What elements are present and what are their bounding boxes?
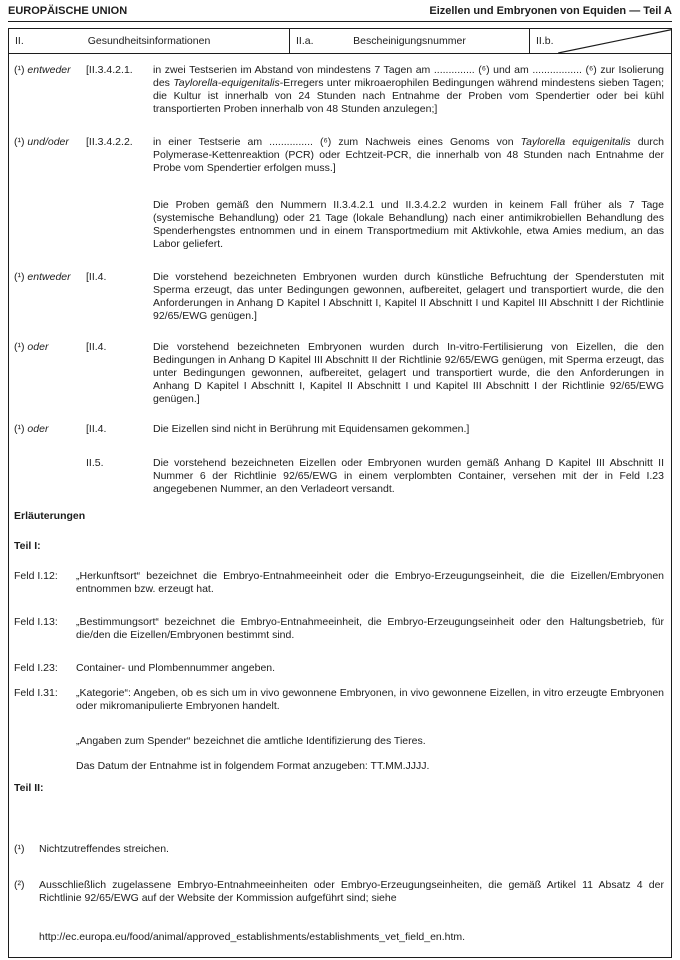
field-note-row — [14, 570, 664, 596]
field-text: „Herkunftsort“ bezeichnet die Embryo-Entnahmeeinheit oder die Embryo-Erzeugungseinheit, die die Eizellen/Embryonen entnommen bzw. erzeugt hat. — [76, 570, 664, 595]
date-format-note: Das Datum der Entnahme ist in folgendem Format anzugeben: TT.MM.JJJJ. — [76, 760, 430, 772]
alternative-word: und/oder — [27, 136, 69, 148]
field-text: Container- und Plombennummer angeben. — [76, 662, 276, 674]
field-label: Feld I.13: — [14, 616, 58, 628]
field-note-row — [14, 616, 664, 642]
commission-url: http://ec.europa.eu/food/animal/approved_establishments/establishments_vet_field_en.htm. — [39, 931, 466, 943]
cert-number-label: Bescheinigungsnummer — [353, 35, 466, 47]
footnote-ref: (¹) — [14, 136, 25, 148]
clause-ref: [II.4. — [86, 271, 107, 283]
alternative-word: entweder — [27, 64, 71, 76]
footnote-ref: (¹) — [14, 341, 25, 353]
clause-ref: [II.4. — [86, 423, 107, 435]
field-label: Feld I.23: — [14, 662, 58, 674]
diagonal-strike-icon — [530, 29, 671, 53]
field-note-row — [14, 662, 664, 675]
alternative-marker — [14, 136, 86, 175]
clause-text: in zwei Testserien im Abstand von mindestens 7 Tagen am .............. (⁶) und am ................. (⁶) zur Isolierung des Taylorella-equigenitalis-Erregers unter mikroaerophilen Bedingungen während mindestens sieben Tagen; die Kultur ist innerhalb von 24 Stunden nach Entnahme der Proben vom Spendertier oder bei kühl transportierten Proben innerhalb von 48 Stunden anzulegen;] — [153, 64, 664, 115]
field-note-row — [14, 687, 664, 713]
certificate-frame — [8, 28, 672, 958]
species-name: Taylorella-equigenitalis — [173, 77, 280, 89]
footnote-marker: (²) — [14, 879, 25, 891]
field-label: Feld I.12: — [14, 570, 58, 582]
clause-ref: [II.4. — [86, 341, 107, 353]
local-ref-code: II.b. — [536, 35, 554, 47]
clause-ref: [II.3.4.2.2. — [86, 136, 133, 148]
species-name: Taylorella equigenitalis — [520, 136, 631, 148]
alternative-word: oder — [27, 423, 49, 435]
clause-ref: [II.3.4.2.1. — [86, 64, 133, 76]
clause-text: Die vorstehend bezeichneten Embryonen wurden durch In-vitro-Fertilisierung von Eizellen, die den Bedingungen in Anhang D Kapitel III Abschnitt II der Richtlinie 92/65/EWG genügen, mit Sperma erzeugt, das unter Bedingungen gewonnen, aufbereitet, gelagert und transportiert wurde, die den Anforderungen in Anhang D Kapitel I Abschnitt I, Kapitel II Abschnitt I und Kapitel III Abschnitt I der Richtlinie 92/65/EWG genügen.] — [153, 341, 664, 405]
health-info-cell — [9, 29, 290, 53]
local-ref-cell — [530, 29, 671, 53]
footnote-ref: (¹) — [14, 271, 25, 283]
field-label: Feld I.31: — [14, 687, 58, 699]
part1-heading: Teil I: — [14, 540, 41, 552]
notes-heading: Erläuterungen — [14, 510, 86, 522]
certificate-number-cell — [290, 29, 530, 53]
clause-text: Die Eizellen sind nicht in Berührung mit Equidensamen gekommen.] — [153, 423, 470, 435]
certificate-body — [9, 54, 671, 944]
alternative-word: oder — [27, 341, 49, 353]
table-header-row — [9, 29, 671, 54]
union-title: EUROPÄISCHE UNION — [8, 5, 128, 17]
section-code: II. — [15, 35, 24, 47]
clause-row — [14, 423, 664, 436]
footnote-text: Ausschließlich zugelassene Embryo-Entnahmeeinheiten oder Embryo-Erzeugungseinheiten, die gemäß Artikel 11 Absatz 4 der Richtlinie 92/65/EWG auf der Website der Kommission aufgeführt sind; siehe — [39, 879, 664, 904]
clause-row — [14, 64, 664, 116]
document-title: Eizellen und Embryonen von Equiden — Teil A — [429, 5, 672, 17]
clause-ref: II.5. — [86, 457, 104, 469]
footnote-marker: (¹) — [14, 843, 25, 855]
clause-row — [14, 271, 664, 323]
alternative-marker — [14, 64, 86, 116]
clause-row — [14, 457, 664, 496]
section-label: Gesundheitsinformationen — [87, 35, 211, 47]
cert-number-code: II.a. — [296, 35, 314, 47]
field-text: „Bestimmungsort“ bezeichnet die Embryo-Entnahmeeinheit, die Embryo-Erzeugungseinheit oder den Haltungsbetrieb, für die/den die Eizellen/Embryonen bestimmt sind. — [76, 616, 664, 641]
footnote-ref: (¹) — [14, 423, 25, 435]
alternative-word: entweder — [27, 271, 71, 283]
donor-note: „Angaben zum Spender“ bezeichnet die amtliche Identifizierung des Tieres. — [76, 735, 426, 747]
alternative-marker — [14, 341, 86, 406]
clause-text: Die vorstehend bezeichneten Embryonen wurden durch künstliche Befruchtung der Spenderstuten mit Sperma erzeugt, das unter Bedingungen gewonnen, aufbereitet, gelagert und transportiert wurde, die den Anforderungen in Anhang D Kapitel I Abschnitt I, Kapitel II Abschnitt I und Kapitel III Abschnitt I der Richtlinie 92/65/EWG genügen.] — [153, 271, 664, 322]
part2-heading: Teil II: — [14, 782, 44, 794]
page-header — [8, 5, 672, 22]
samples-paragraph: Die Proben gemäß den Nummern II.3.4.2.1 und II.3.4.2.2 wurden in keinem Fall früher als 7 Tage (systemische Behandlung) oder 21 Tage (lokale Behandlung) nach einer antimikrobiellen Behandlung des Spenderhengstes entnommen und in einem Transportmedium mit Aktivkohle, etwa Amies medium, an das Labor geliefert. — [153, 199, 664, 250]
footnote-text: Nichtzutreffendes streichen. — [39, 843, 169, 855]
clause-row — [14, 341, 664, 406]
field-text: „Kategorie“: Angeben, ob es sich um in vivo gewonnene Embryonen, in vivo gewonnene Eizellen, in vitro erzeugte Embryonen oder mikromanipulierte Embryonen handelt. — [76, 687, 664, 712]
footnote-row — [14, 843, 664, 856]
clause-text: in einer Testserie am ............... (⁶) zum Nachweis eines Genoms von Taylorella equigenitalis durch Polymerase-Kettenreaktion (PCR) oder Echtzeit-PCR, die innerhalb von 48 Stunden nach Entnahme der Probe vom Spendertier erfolgen muss.] — [153, 136, 664, 174]
alternative-marker — [14, 423, 86, 436]
footnote-row — [14, 879, 664, 905]
footnote-ref: (¹) — [14, 64, 25, 76]
alternative-marker — [14, 457, 86, 496]
alternative-marker — [14, 271, 86, 323]
clause-text: Die vorstehend bezeichneten Eizellen oder Embryonen wurden gemäß Anhang D Kapitel III Abschnitt II Nummer 6 der Richtlinie 92/65/EWG in einem verplombten Container, versehen mit der in Feld I.23 angegebenen Nummer, an den Verladeort versandt. — [153, 457, 664, 495]
clause-row — [14, 136, 664, 175]
